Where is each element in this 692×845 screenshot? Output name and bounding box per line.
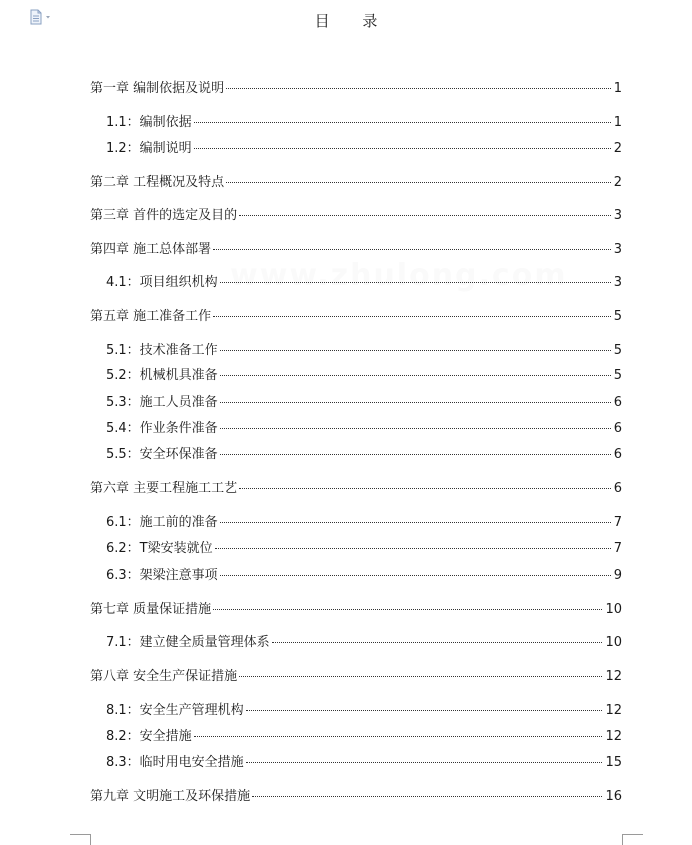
toc-dot-leader [220,402,611,403]
toc-entry[interactable] [0,207,622,225]
toc-dot-leader [246,710,603,711]
toc-entry-label: 1.1：编制依据 [106,115,192,130]
toc-entry-label: 7.1：建立健全质量管理体系 [106,635,270,650]
toc-entry[interactable] [0,634,622,652]
toc-page-number: 1 [613,115,622,130]
toc-entry-label: 第四章 施工总体部署 [90,242,212,257]
toc-dot-leader [213,609,602,610]
toc-page-number: 1 [613,81,622,96]
toc-entry-label: 第七章 质量保证措施 [90,602,212,617]
toc-entry-label: 5.1：技术准备工作 [106,343,218,358]
toc-entry[interactable] [0,668,622,686]
toc-dot-leader [220,375,611,376]
toc-page-number: 12 [605,729,622,744]
toc-dot-leader [252,796,602,797]
toc-page-number: 3 [613,275,622,290]
toc-dot-leader [220,350,611,351]
watermark: www.zhulong.com [230,258,568,293]
toc-entry-label: 第二章 工程概况及特点 [90,175,225,190]
toc-entry-label: 第五章 施工准备工作 [90,309,212,324]
toc-entry[interactable] [0,114,622,132]
toc-dot-leader [220,282,611,283]
page-corner-mark-left [70,834,91,845]
toc-entry-label: 5.2：机械机具准备 [106,368,218,383]
toc-entry[interactable] [0,140,622,158]
toc-entry-label: 4.1：项目组织机构 [106,275,218,290]
toc-page-number: 3 [613,208,622,223]
toc-entry[interactable] [0,420,622,438]
toc-entry[interactable] [0,540,622,558]
toc-page-number: 6 [613,421,622,436]
toc-dot-leader [220,522,611,523]
toc-entry-label: 1.2：编制说明 [106,141,192,156]
toc-page-number: 12 [605,703,622,718]
toc-page-number: 5 [613,368,622,383]
toc-dot-leader [194,122,611,123]
toc-entry[interactable] [0,446,622,464]
toc-page-number: 15 [605,755,622,770]
toc-entry-label: 8.3：临时用电安全措施 [106,755,244,770]
toc-entry[interactable] [0,367,622,385]
toc-dot-leader [215,548,611,549]
toc-entry[interactable] [0,754,622,772]
toc-dot-leader [194,148,611,149]
toc-dot-leader [239,488,611,489]
toc-entry[interactable] [0,342,622,360]
toc-page-number: 6 [613,481,622,496]
page-corner-mark-right [622,834,643,845]
toc-dot-leader [239,676,602,677]
toc-entry[interactable] [0,601,622,619]
toc-entry[interactable] [0,241,622,259]
toc-page-number: 12 [605,669,622,684]
toc-entry[interactable] [0,394,622,412]
toc-entry[interactable] [0,567,622,585]
toc-entry[interactable] [0,788,622,806]
page-title: 目 录 [314,12,392,30]
toc-entry[interactable] [0,274,622,292]
toc-entry-label: 第三章 首件的选定及目的 [90,208,238,223]
toc-entry-label: 第六章 主要工程施工工艺 [90,481,238,496]
toc-page-number: 7 [613,515,622,530]
toc-entry[interactable] [0,514,622,532]
toc-dot-leader [226,88,611,89]
toc-entry-label: 5.5：安全环保准备 [106,447,218,462]
toc-dot-leader [226,182,611,183]
toc-page-number: 5 [613,309,622,324]
toc-page-number: 5 [613,343,622,358]
toc-page-number: 2 [613,175,622,190]
toc-dot-leader [213,249,611,250]
toc-page-number: 3 [613,242,622,257]
toc-page-number: 6 [613,395,622,410]
toc-entry[interactable] [0,728,622,746]
toc-dot-leader [239,215,611,216]
toc-entry-label: 第八章 安全生产保证措施 [90,669,238,684]
toc-page-number: 6 [613,447,622,462]
toc-page-number: 2 [613,141,622,156]
toc-dot-leader [220,575,611,576]
toc-dot-leader [194,736,603,737]
toc-entry[interactable] [0,480,622,498]
toc-page-number: 7 [613,541,622,556]
toc-entry-label: 6.1：施工前的准备 [106,515,218,530]
toc-entry-label: 8.2：安全措施 [106,729,192,744]
toc-entry-label: 第一章 编制依据及说明 [90,81,225,96]
toc-dot-leader [246,762,603,763]
toc-entry-label: 8.1：安全生产管理机构 [106,703,244,718]
toc-page-number: 10 [605,635,622,650]
toc-entry[interactable] [0,80,622,98]
toc-entry-label: 第九章 文明施工及环保措施 [90,789,251,804]
toc-entry-label: 5.3：施工人员准备 [106,395,218,410]
toc-page-number: 16 [605,789,622,804]
toc-page-number: 9 [613,568,622,583]
toc-entry[interactable] [0,174,622,192]
toc-dot-leader [220,428,611,429]
toc-entry-label: 6.2：T梁安装就位 [106,541,213,556]
toc-entry[interactable] [0,702,622,720]
toc-entry[interactable] [0,308,622,326]
toc-entry-label: 5.4：作业条件准备 [106,421,218,436]
toc-dot-leader [220,454,611,455]
toc-entry-label: 6.3：架梁注意事项 [106,568,218,583]
toc-dot-leader [272,642,603,643]
toc-page-number: 10 [605,602,622,617]
toc-dot-leader [213,316,611,317]
